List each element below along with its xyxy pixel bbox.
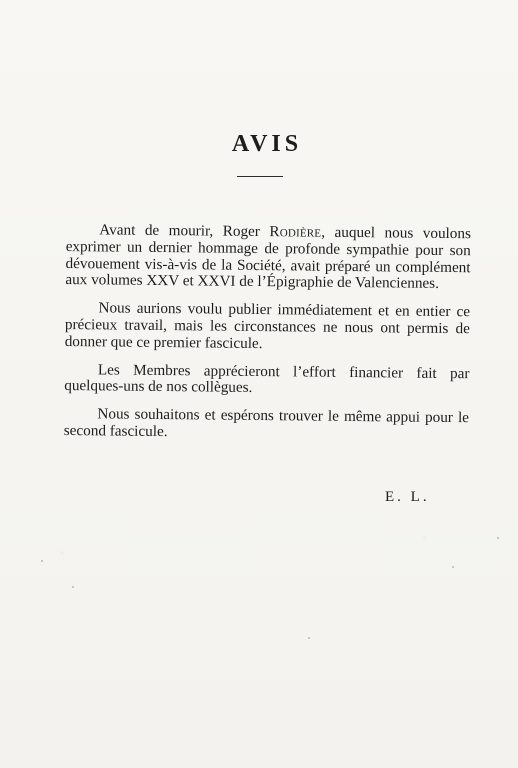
notice-body [64, 222, 471, 455]
scan-speck [452, 566, 454, 568]
paragraph-4: Nous souhaitons et espérons trouver le même appui pour le second fascicule. [63, 405, 470, 441]
notice-title: AVIS [231, 131, 303, 157]
scan-speck [497, 537, 499, 539]
paragraph-1-after: , auquel nous voulons exprimer un dernier hommage de profonde sympathie pour son dévouement vis-à-vis de la Société, avait préparé un complément aux volumes XXV et XXVI de l’Épigraphie de Valenciennes. [65, 223, 471, 293]
paragraph-1-before: Avant de mourir, Roger [99, 221, 270, 241]
signature-initials: E. L. [385, 489, 430, 505]
scan-speck [72, 586, 74, 588]
paragraph-1 [65, 222, 471, 293]
scan-speck [308, 637, 310, 639]
author-name: Rodière [269, 223, 322, 241]
paragraph-3: Les Membres apprécieront l’effort financier fait par quelques-uns de nos collègues. [64, 360, 470, 397]
title-rule [237, 176, 283, 177]
paragraph-2: Nous aurions voulu publier immédiatement et en entier ce précieux travail, mais les circonstances ne nous ont permis de donner que ce premier fascicule. [64, 299, 471, 352]
scan-speck [41, 560, 43, 562]
